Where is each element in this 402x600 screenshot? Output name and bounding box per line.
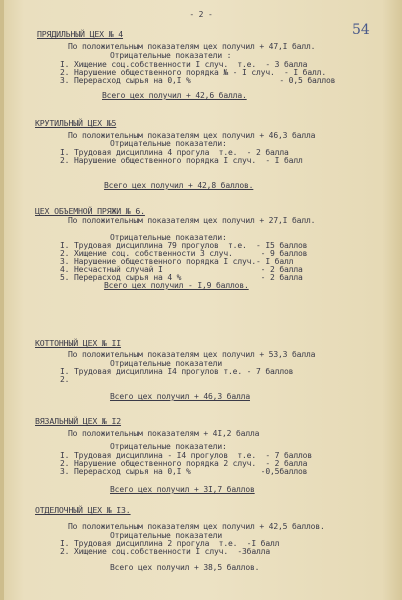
page-number: - 2 - bbox=[189, 10, 213, 19]
negative-item: 3. Перерасход сырья на 0,I % -0,5баллов bbox=[60, 467, 308, 476]
negative-item: 2. Хищение соц.собственности I случ. -3балла bbox=[60, 547, 270, 556]
negative-header: Отрицательные показатели bbox=[110, 359, 222, 368]
negative-item: 2. Нарушение общественного порядка 2 случ. - 2 балла bbox=[60, 459, 308, 468]
negative-item: I. Трудовая дисциплина I4 прогулов т.е. - 7 баллов bbox=[60, 367, 294, 376]
positive-score-line: По положительным показателям цех получил + 42,5 баллов. bbox=[68, 522, 325, 531]
negative-item: 2. Нарушение общественного порядка № - I случ. - I балл. bbox=[60, 68, 326, 77]
negative-item: I. Хищение соц.собственности I случ. т.е. - 3 балла bbox=[60, 60, 308, 69]
negative-header: Отрицательные показатели: bbox=[110, 442, 227, 451]
section-total: Всего цех получил + 3I,7 баллов bbox=[110, 485, 255, 494]
section-total: Всего цех получил + 42,6 балла. bbox=[102, 91, 247, 100]
negative-item: I. Трудовая дисциплина 2 прогула т.е. -I балл bbox=[60, 539, 280, 548]
section-title: ОТДЕЛОЧНЫЙ ЦЕХ № I3. bbox=[35, 505, 131, 515]
positive-score-line: По положительным показателям цех получил + 53,3 балла bbox=[68, 350, 316, 359]
section-total: Всего цех получил + 38,5 баллов. bbox=[110, 563, 260, 572]
negative-header: Отрицательные показатели : bbox=[110, 51, 232, 60]
section-title: ЦЕХ ОБЪЕМНОЙ ПРЯЖИ № 6. bbox=[35, 206, 145, 216]
section-total: Всего цех получил + 46,3 балла bbox=[110, 392, 250, 401]
section-title: ПРЯДИЛЬНЫЙ ЦЕХ № 4 bbox=[37, 29, 124, 39]
negative-item: 2. Хищение соц. собственности 3 случ. - 9 баллов bbox=[60, 249, 308, 258]
positive-score-line: По положительным показателям цех получил + 47,I балл. bbox=[68, 42, 316, 51]
page-edge bbox=[0, 0, 4, 600]
negative-item: I. Трудовая дисциплина - I4 прогулов т.е. - 7 баллов bbox=[60, 451, 312, 460]
negative-header: Отрицательные показатели: bbox=[110, 233, 227, 242]
negative-item: 4. Несчастный случай I - 2 балла bbox=[60, 265, 303, 274]
negative-item: 2. Нарушение общественного порядка I случ. - I балл bbox=[60, 156, 303, 165]
section-title: КОТТОННЫЙ ЦЕХ № II bbox=[35, 338, 122, 348]
negative-item: 5. Перерасход сырья на 4 % - 2 балла bbox=[60, 273, 303, 282]
positive-score-line: По положительным показателям цех получил + 46,3 балла bbox=[68, 131, 316, 140]
negative-item: 3. Нарушение общественного порядка I случ.- I балл bbox=[60, 257, 294, 266]
section-total: Всего цех получил - I,9 баллов. bbox=[104, 281, 249, 290]
section-title: ВЯЗАЛЬНЫЙ ЦЕХ № I2 bbox=[35, 416, 122, 426]
negative-header: Отрицательные показатели bbox=[110, 531, 222, 540]
negative-item: I. Трудовая дисциплина 79 прогулов т.е. - I5 баллов bbox=[60, 241, 308, 250]
section-title: КРУТИЛЬНЫЙ ЦЕХ №5 bbox=[35, 118, 117, 128]
handwritten-folio-number: 54 bbox=[352, 22, 370, 38]
negative-header: Отрицательные показатели: bbox=[110, 139, 227, 148]
negative-item: I. Трудовая дисциплина 4 прогула т.е. - 2 балла bbox=[60, 148, 289, 157]
negative-item: 2. bbox=[60, 375, 70, 384]
section-total: Всего цех получил + 42,8 баллов. bbox=[104, 181, 254, 190]
negative-item: 3. Перерасход сырья на 0,I % - 0,5 баллов bbox=[60, 76, 336, 85]
positive-score-line: По положительным показателям + 4I,2 балла bbox=[68, 429, 260, 438]
positive-score-line: По положительным показателям цех получил + 27,I балл. bbox=[68, 216, 316, 225]
